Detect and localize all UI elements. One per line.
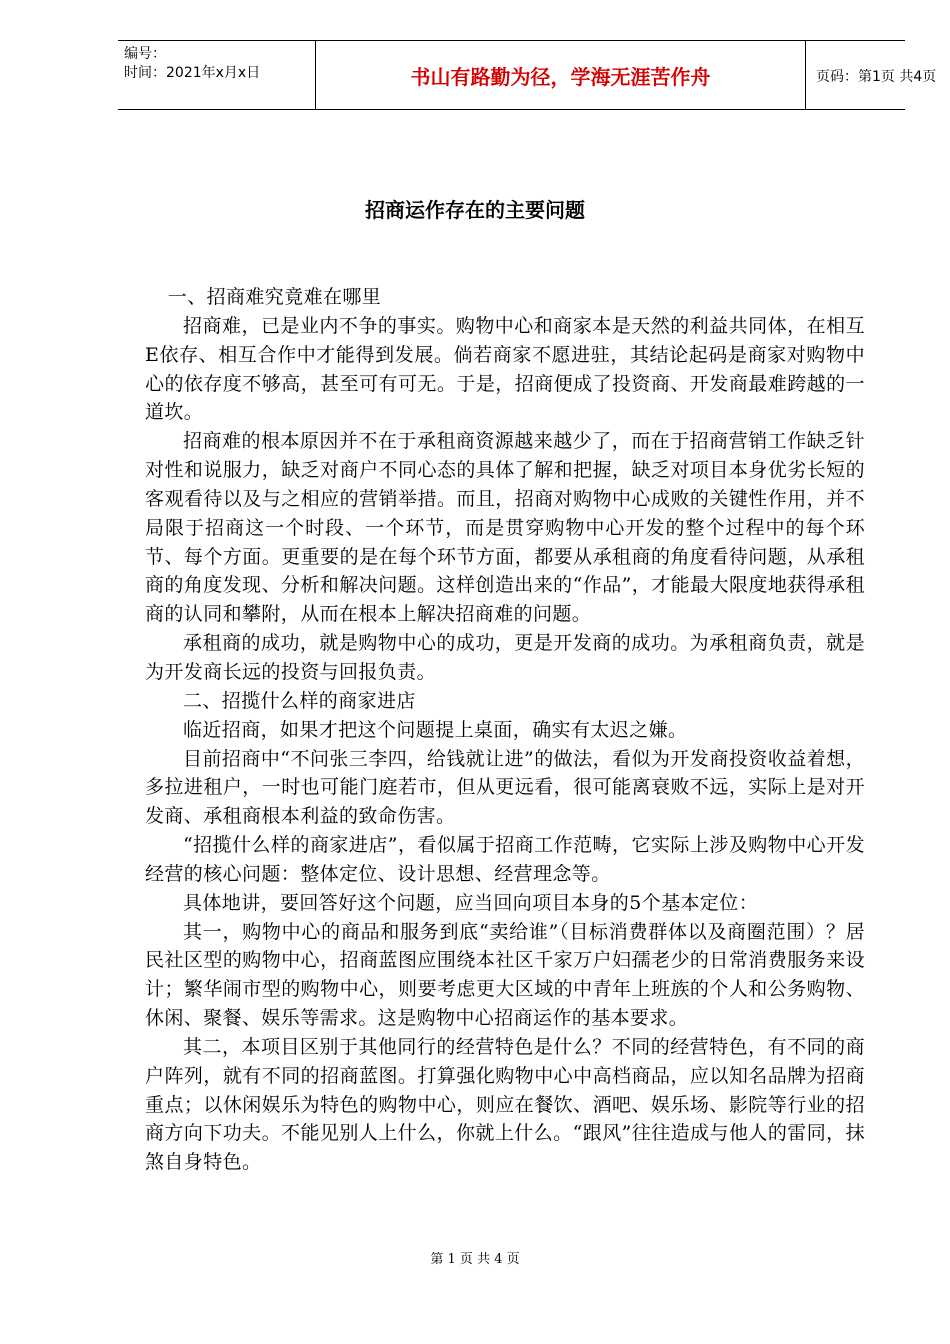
paragraph: 招商难，已是业内不争的事实。购物中心和商家本是天然的利益共同体，在相互E依存、相互合作中才能得到发展。倘若商家不愿进驻，其结论起码是商家对购物中心的依存度不够高，甚至可有可无。于是，招商便成了投资商、开发商最难跨越的一道坎。 — [145, 314, 865, 424]
header-motto: 书山有路勤为径，学海无涯苦作舟 — [315, 41, 806, 109]
section-heading-1: 一、招商难究竟难在哪里 — [167, 286, 382, 308]
paragraph: 临近招商，如果才把这个问题提上桌面，确实有太迟之嫌。 — [183, 718, 688, 741]
paragraph: “招揽什么样的商家进店”，看似属于招商工作范畴，它实际上涉及购物中心开发经营的核心问题：整体定位、设计思想、经营理念等。 — [145, 834, 865, 885]
paragraph: 具体地讲，要回答好这个问题，应当回向项目本身的5个基本定位： — [183, 891, 759, 914]
paragraph: 其一，购物中心的商品和服务到底“卖给谁”（目标消费群体以及商圈范围）？居民社区型的购物中心，招商蓝图应围绕本社区千家万户妇孺老少的日常消费服务来设计；繁华闹市型的购物中心，则要考虑更大区域的中青年上班族的个人和公务购物、休闲、聚餐、娱乐等需求。这是购物中心招商运作的基本要求。 — [145, 920, 865, 1030]
document-body — [145, 283, 865, 1177]
paragraph: 其二，本项目区别于其他同行的经营特色是什么？不同的经营特色，有不同的商户阵列，就有不同的招商蓝图。打算强化购物中心中高档商品，应以知名品牌为招商重点；以休闲娱乐为特色的购物中心，则应在餐饮、酒吧、娱乐场、影院等行业的招商方向下功夫。不能见别人上什么，你就上什么。“跟风”往往造成与他人的雷同，抹煞自身特色。 — [145, 1035, 865, 1174]
header-page-label: 页码：第1页 共4页 — [816, 69, 937, 85]
paragraph: 承租商的成功，就是购物中心的成功，更是开发商的成功。为承租商负责，就是为开发商长远的投资与回报负责。 — [145, 632, 865, 683]
paragraph: 招商难的根本原因并不在于承租商资源越来越少了，而在于招商营销工作缺乏针对性和说服力，缺乏对商户不同心态的具体了解和把握，缺乏对项目本身优劣长短的客观看待以及与之相应的营销举措。而且，招商对购物中心成败的关键性作用，并不局限于招商这一个时段、一个环节，而是贯穿购物中心开发的整个过程中的每个环节、每个方面。更重要的是在每个环节方面，都要从承租商的角度看待问题，从承租商的角度发现、分析和解决问题。这样创造出来的“作品”，才能最大限度地获得承租商的认同和攀附，从而在根本上解决招商难的问题。 — [145, 430, 865, 626]
doc-number-label: 编号： — [124, 46, 166, 62]
page-footer: 第 1 页 共 4 页 — [430, 1252, 520, 1267]
document-title: 招商运作存在的主要问题 — [365, 198, 585, 222]
section-heading-2: 二、招揽什么样的商家进店 — [183, 689, 416, 712]
header-meta — [118, 41, 315, 109]
doc-time-label: 时间：2021年x月x日 — [124, 65, 261, 81]
paragraph: 目前招商中“不问张三李四，给钱就让进”的做法，看似为开发商投资收益着想，多拉进租户，一时也可能门庭若市，但从更远看，很可能离衰败不远，实际上是对开发商、承租商根本利益的致命伤害。 — [145, 747, 865, 828]
page-header — [118, 40, 937, 110]
